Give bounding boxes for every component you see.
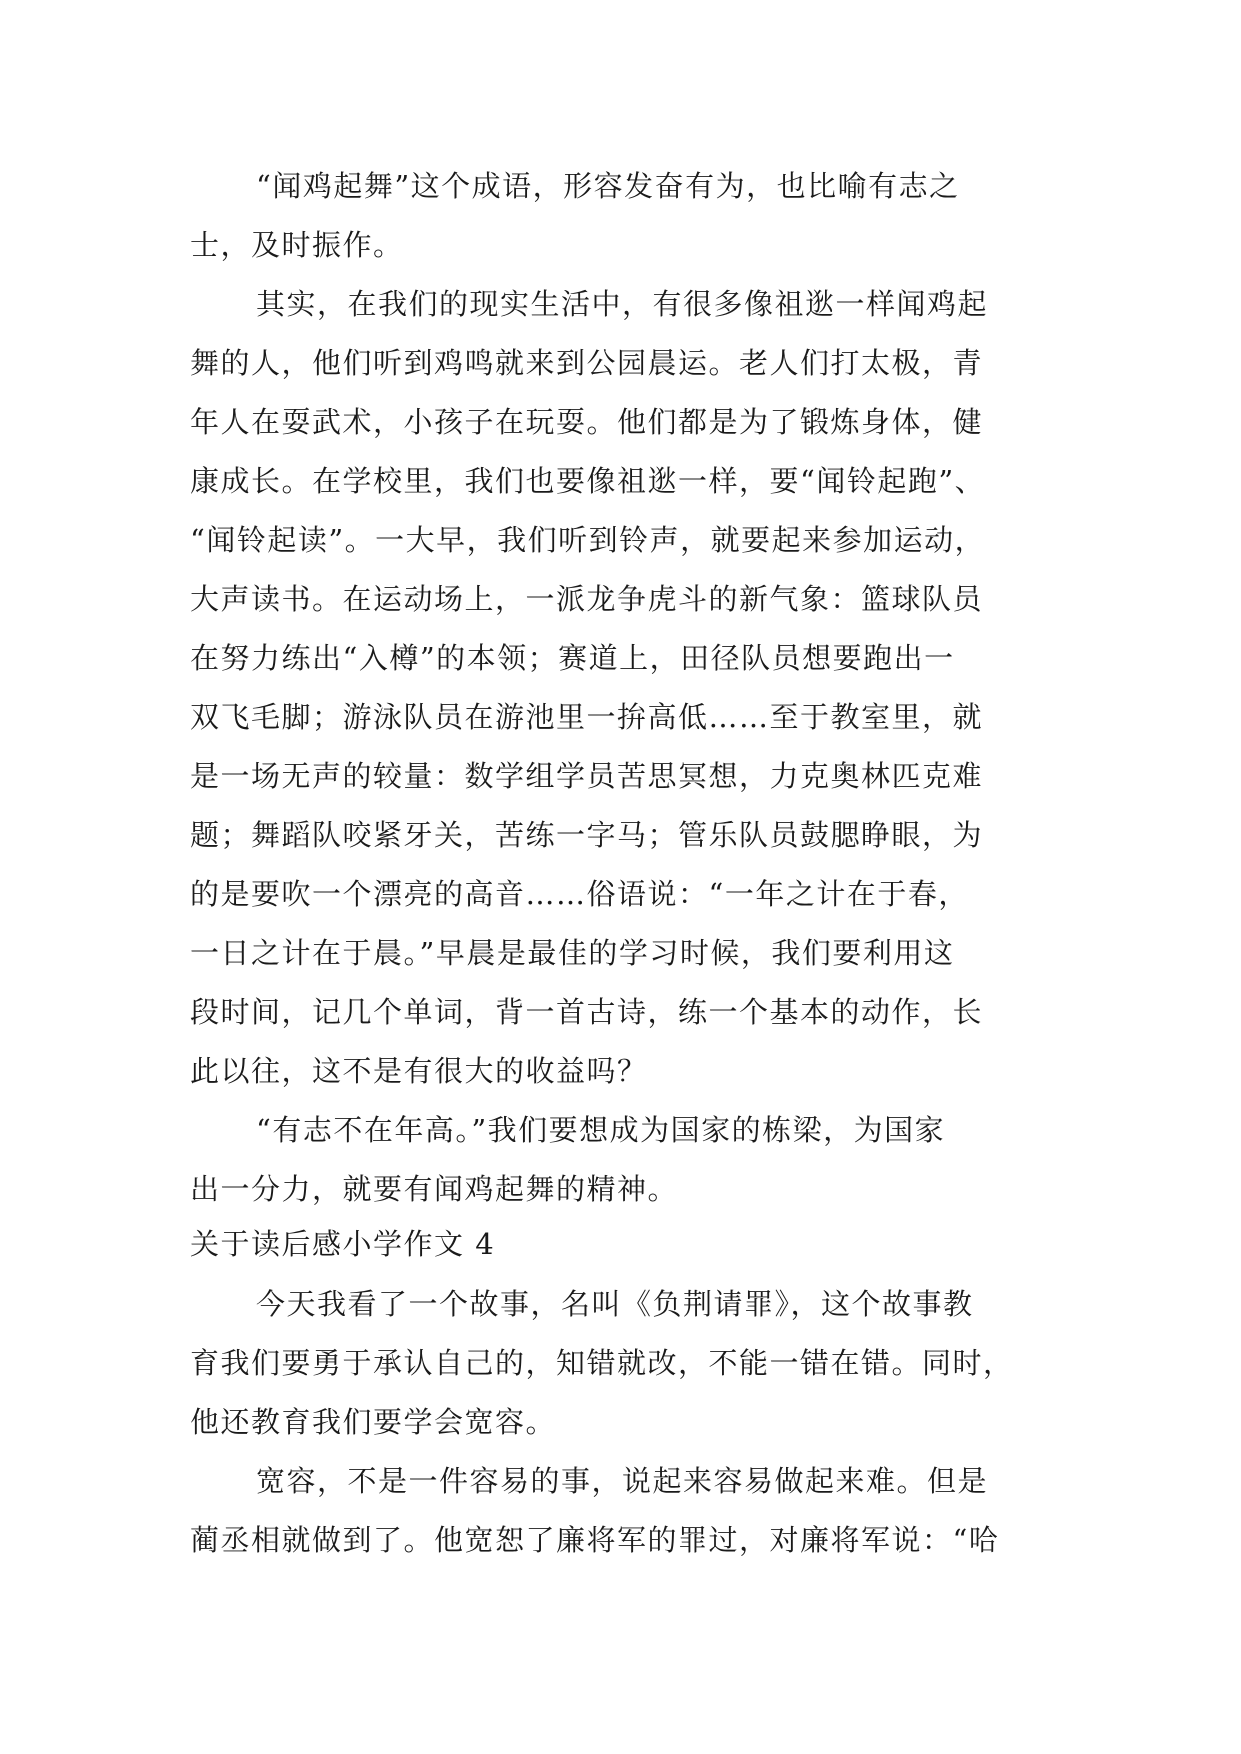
paragraph-line: 年人在耍武术，小孩子在玩耍。他们都是为了锻炼身体，健 [190, 405, 984, 439]
paragraph-line: 育我们要勇于承认自己的，知错就改，不能一错在错。同时， [190, 1346, 1014, 1380]
paragraph-line: 今天我看了一个故事，名叫《负荆请罪》，这个故事教 [256, 1287, 974, 1321]
paragraph-line: 康成长。在学校里，我们也要像祖逖一样，要“闻铃起跑”、 [190, 464, 986, 498]
paragraph-line: “有志不在年高。”我们要想成为国家的栋梁，为国家 [256, 1113, 946, 1147]
paragraph-line: 他还教育我们要学会宽容。 [190, 1405, 557, 1439]
paragraph-line: 是一场无声的较量：数学组学员苦思冥想，力克奥林匹克难 [190, 759, 984, 793]
paragraph-line: 一日之计在于晨。”早晨是最佳的学习时候，我们要利用这 [190, 936, 955, 970]
paragraph-line: 大声读书。在运动场上，一派龙争虎斗的新气象：篮球队员 [190, 582, 984, 616]
paragraph-line: 舞的人，他们听到鸡鸣就来到公园晨运。老人们打太极，青 [190, 346, 984, 380]
paragraph-line: 士，及时振作。 [190, 228, 404, 262]
paragraph-line: “闻铃起读”。一大早，我们听到铃声，就要起来参加运动， [190, 523, 986, 557]
paragraph-line: 此以往，这不是有很大的收益吗？ [190, 1054, 648, 1088]
paragraph-line: 题；舞蹈队咬紧牙关，苦练一字马；管乐队员鼓腮睁眼，为 [190, 818, 984, 852]
paragraph-line: 蔺丞相就做到了。他宽恕了廉将军的罪过，对廉将军说：“哈 [190, 1523, 1000, 1557]
paragraph-line: 宽容，不是一件容易的事，说起来容易做起来难。但是 [256, 1464, 989, 1498]
paragraph-line: 出一分力，就要有闻鸡起舞的精神。 [190, 1172, 679, 1206]
paragraph-line: 其实，在我们的现实生活中，有很多像祖逖一样闻鸡起 [256, 287, 989, 321]
paragraph-line: “闻鸡起舞”这个成语，形容发奋有为，也比喻有志之 [256, 169, 960, 203]
paragraph-line: 段时间，记几个单词，背一首古诗，练一个基本的动作，长 [190, 995, 984, 1029]
paragraph-line: 双飞毛脚；游泳队员在游池里一拚高低……至于教室里，就 [190, 700, 984, 734]
paragraph-line: 在努力练出“入樽”的本领；赛道上，田径队员想要跑出一 [190, 641, 955, 675]
paragraph-line: 的是要吹一个漂亮的高音……俗语说：“一年之计在于春， [190, 877, 969, 911]
section-heading: 关于读后感小学作文 4 [190, 1227, 496, 1261]
